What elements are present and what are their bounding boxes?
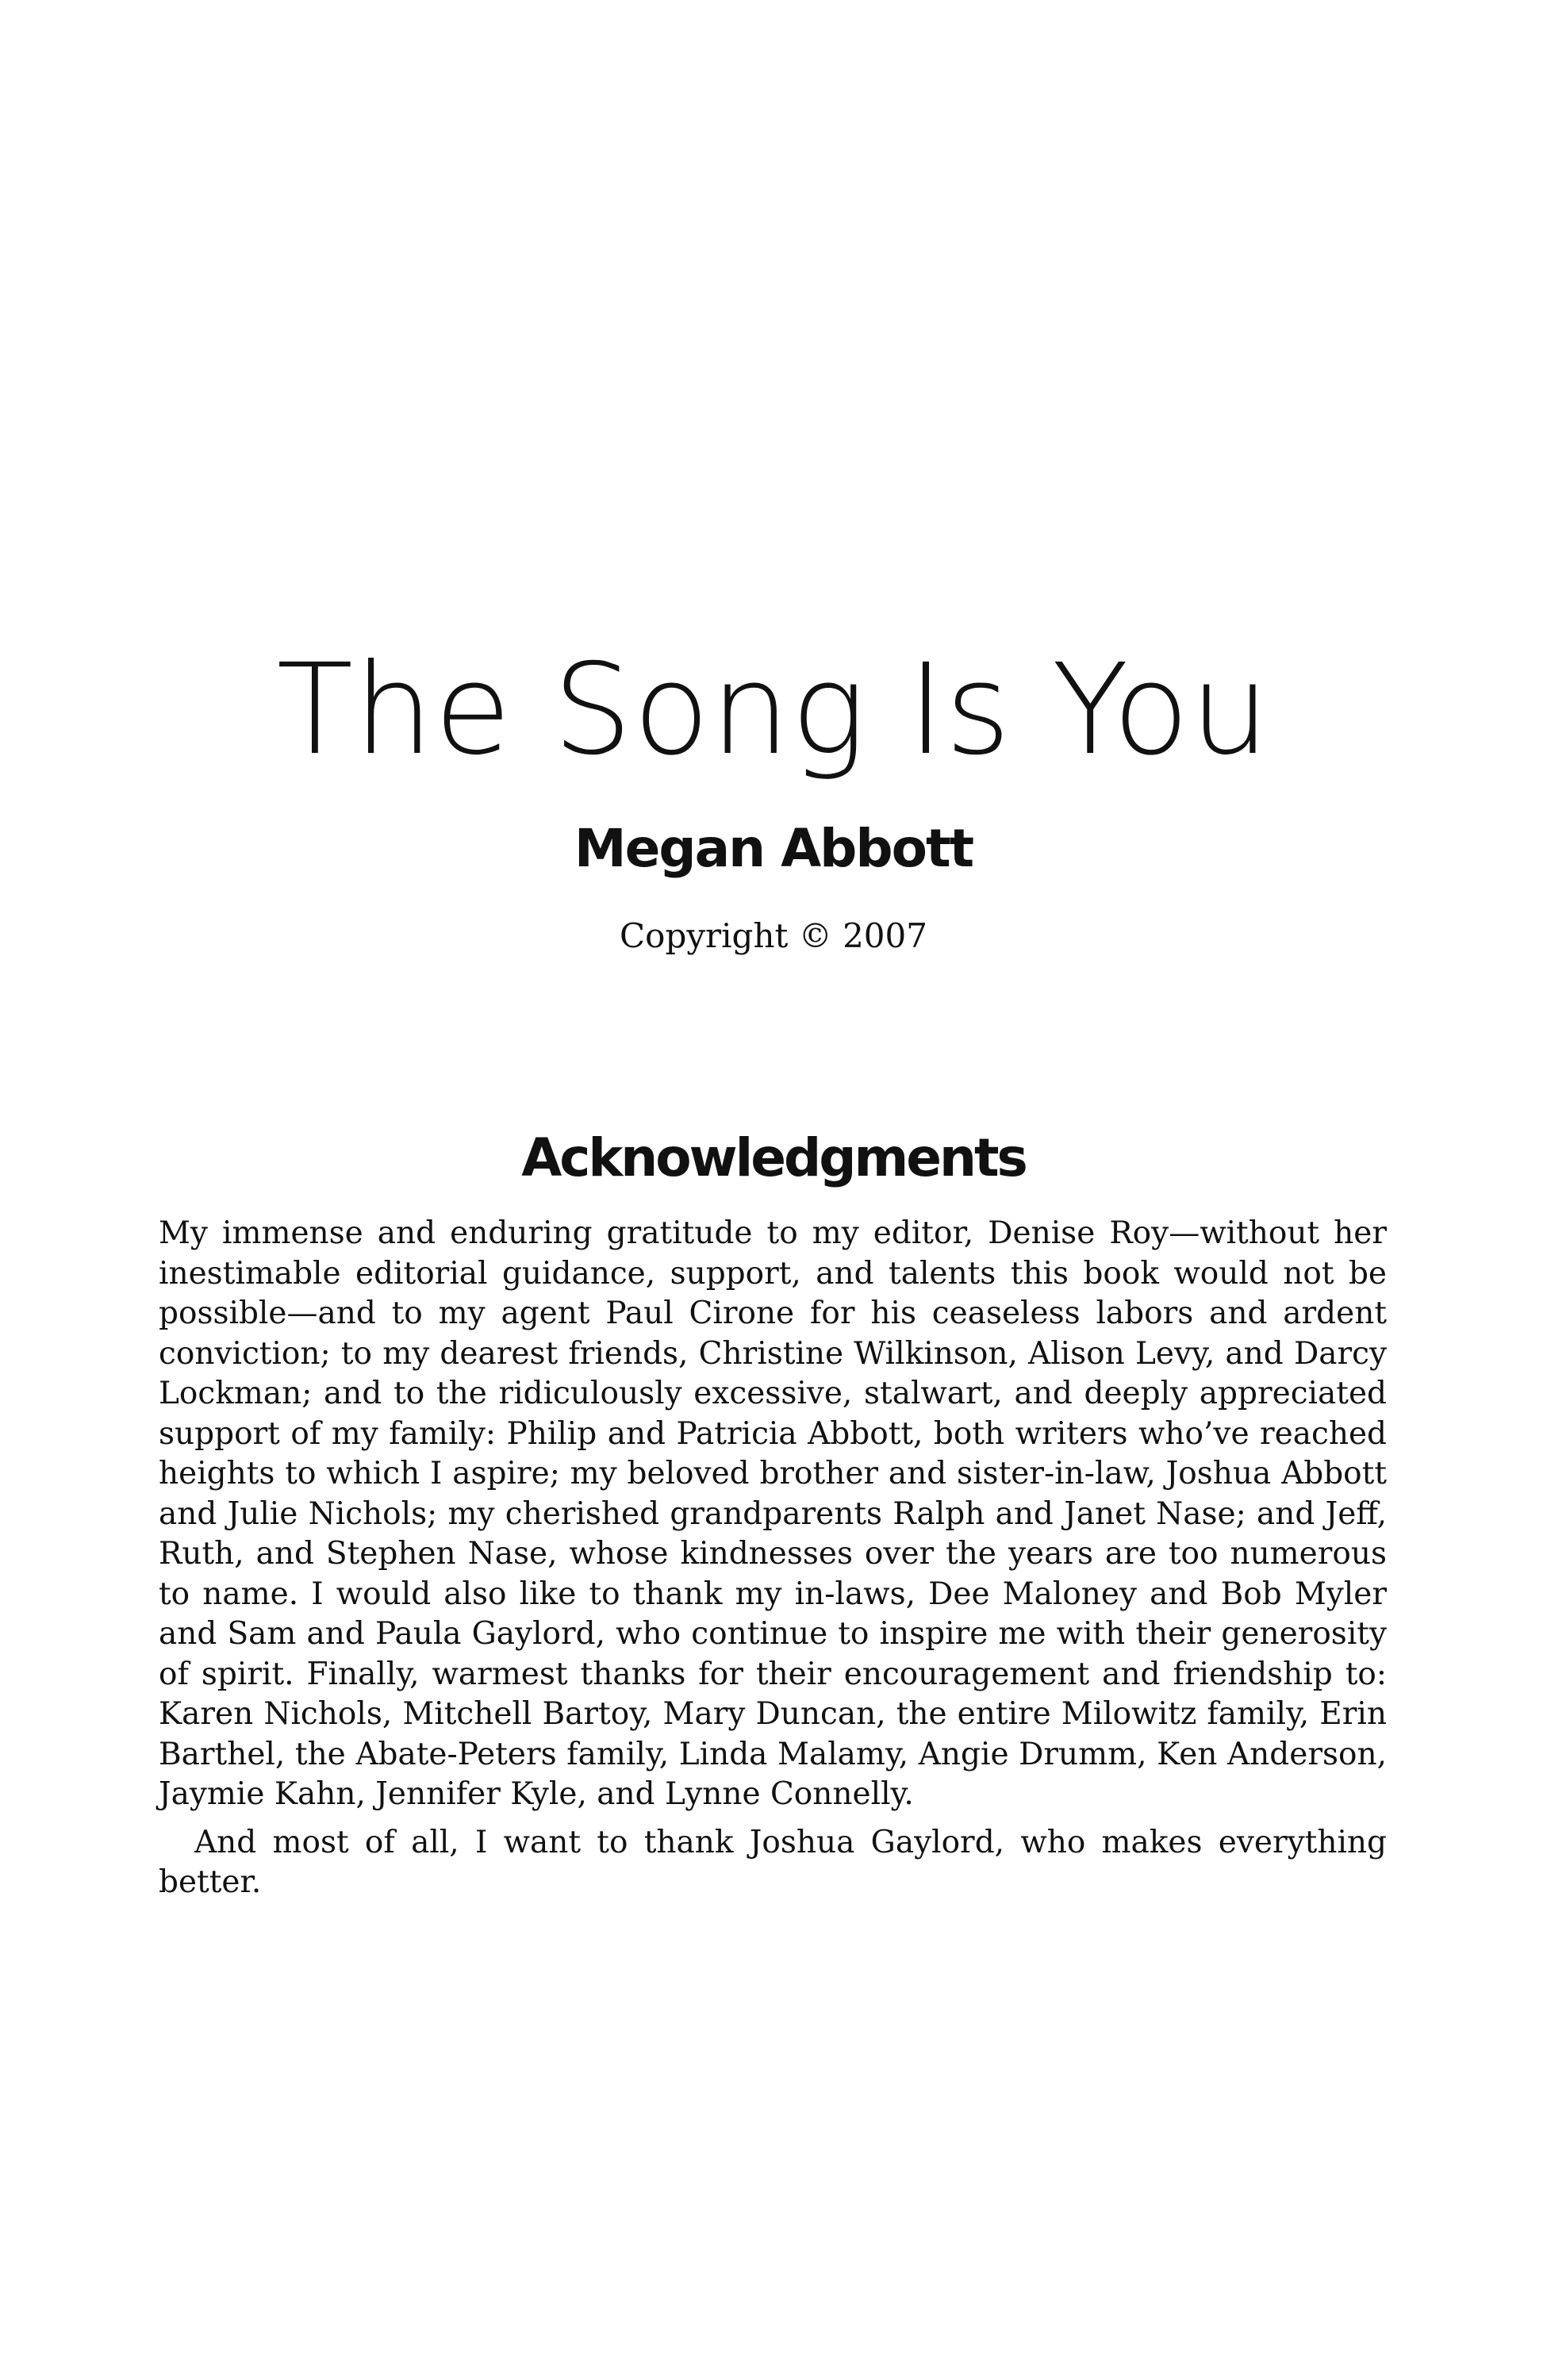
copyright-notice: Copyright © 2007: [620, 916, 927, 955]
author-name: Megan Abbott: [574, 818, 973, 879]
book-title: The Song Is You: [276, 637, 1271, 783]
acknowledgments-paragraph: And most of all, I want to thank Joshua Gaylord, who makes everything better.: [159, 1824, 1387, 1900]
acknowledgments-heading: Acknowledgments: [521, 1127, 1026, 1188]
acknowledgments-paragraph: My immense and enduring gratitude to my editor, Denise Roy—without her inestimable editorial guidance, support, and talents this book would not be possible—and to my agent Paul Cirone for his ceaseless labors and ardent conviction; to my dearest friends, Christine Wilkinson, Alison Levy, and Darcy Lockman; and to the ridiculously excessive, stalwart, and deeply appreciated support of my family: Philip and Patricia Abbott, both writers who’ve reached heights to which I aspire; my beloved brother and sister-in-law, Joshua Abbott and Julie Nichols; my cherished grandparents Ralph and Janet Nase; and Jeff, Ruth, and Stephen Nase, whose kindnesses over the years are too numerous to name. I would also like to thank my in-laws, Dee Maloney and Bob Myler and Sam and Paula Gaylord, who continue to inspire me with their generosity of spirit. Finally, warmest thanks for their encouragement and friendship to: Karen Nichols, Mitchell Bartoy, Mary Duncan, the entire Milowitz family, Erin Barthel, the Abate-Peters family, Linda Malamy, Angie Drumm, Ken Anderson, Jaymie Kahn, Jennifer Kyle, and Lynne Connelly.: [159, 1215, 1387, 1812]
acknowledgments-body: [159, 1214, 1387, 1903]
